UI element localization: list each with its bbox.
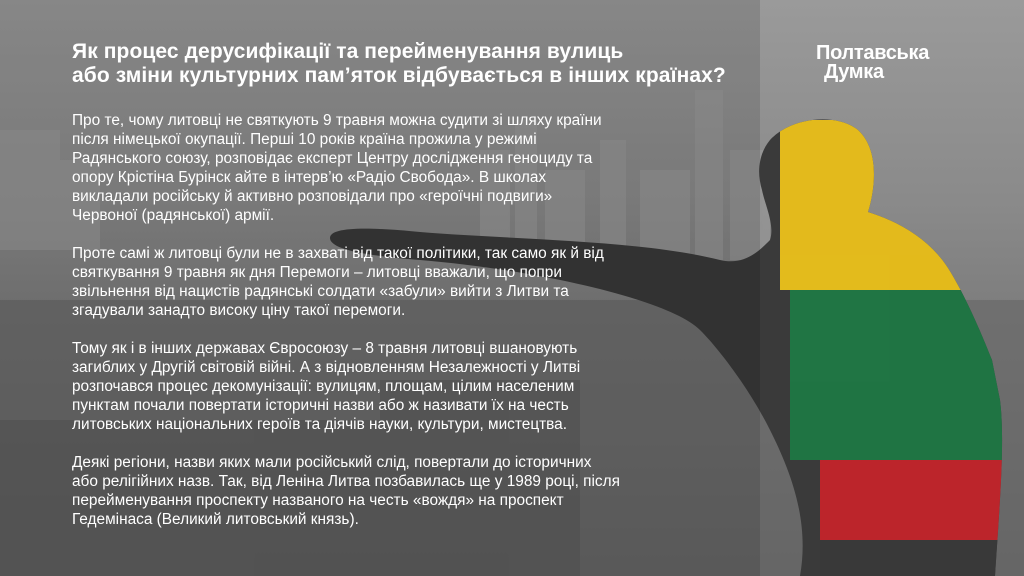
paragraph — [72, 453, 752, 529]
logo — [816, 44, 966, 82]
title-line: Як процес дерусифікації та перейменування вулиць — [72, 40, 624, 63]
text-line: або релігійних назв. Так, від Леніна Литва позбавилась ще у 1989 році, після — [72, 473, 620, 490]
text-line: пунктам почали повертати історичні назви або ж називати їх на честь — [72, 397, 569, 414]
paragraph — [72, 339, 752, 434]
text-line: розпочався процес декомунізації: вулицям, площам, цілим населеним — [72, 378, 575, 395]
paragraph — [72, 111, 752, 225]
logo-line: Полтавська — [816, 42, 930, 64]
text-line: Про те, чому литовці не святкують 9 травня можна судити зі шляху країни — [72, 112, 602, 129]
logo-line: Думка — [824, 61, 884, 83]
page-title — [72, 40, 792, 88]
text-line: литовських національних героїв та діячів науки, культури, мистецтва. — [72, 416, 568, 433]
text-line: Деякі регіони, назви яких мали російський слід, повертали до історичних — [72, 454, 592, 471]
text-line: викладали російську й активно розповідали про «героїчні подвиги» — [72, 188, 553, 205]
text-line: Червоної (радянської) армії. — [72, 207, 275, 224]
text-line: після німецької окупації. Перші 10 років країна прожила у режимі — [72, 131, 537, 148]
paragraph — [72, 244, 752, 320]
text-line: Гедемінаса (Великий литовський князь). — [72, 511, 359, 528]
text-line: звільнення від нацистів радянські солдати «забули» вийти з Литви та — [72, 283, 569, 300]
text-line: опору Крістіна Бурінск айте в інтерв’ю «Радіо Свобода». В школах — [72, 169, 547, 186]
text-line: Проте самі ж литовці були не в захваті від такої політики, так само як й від — [72, 245, 604, 262]
text-line: згадували занадто високу ціну такої перемоги. — [72, 302, 406, 319]
text-line: святкування 9 травня як дня Перемоги – литовці вважали, що попри — [72, 264, 562, 281]
article-body — [72, 111, 752, 548]
text-line: перейменування проспекту названого на честь «вождя» на проспект — [72, 492, 564, 509]
text-line: Тому як і в інших державах Євросоюзу – 8 травня литовці вшановують — [72, 340, 578, 357]
text-line: Радянського союзу, розповідає експерт Центру дослідження геноциду та — [72, 150, 593, 167]
title-line: або зміни культурних пам’яток відбувається в інших країнах? — [72, 64, 726, 87]
text-line: загиблих у Другій світовій війні. А з відновленням Незалежності у Литві — [72, 359, 581, 376]
